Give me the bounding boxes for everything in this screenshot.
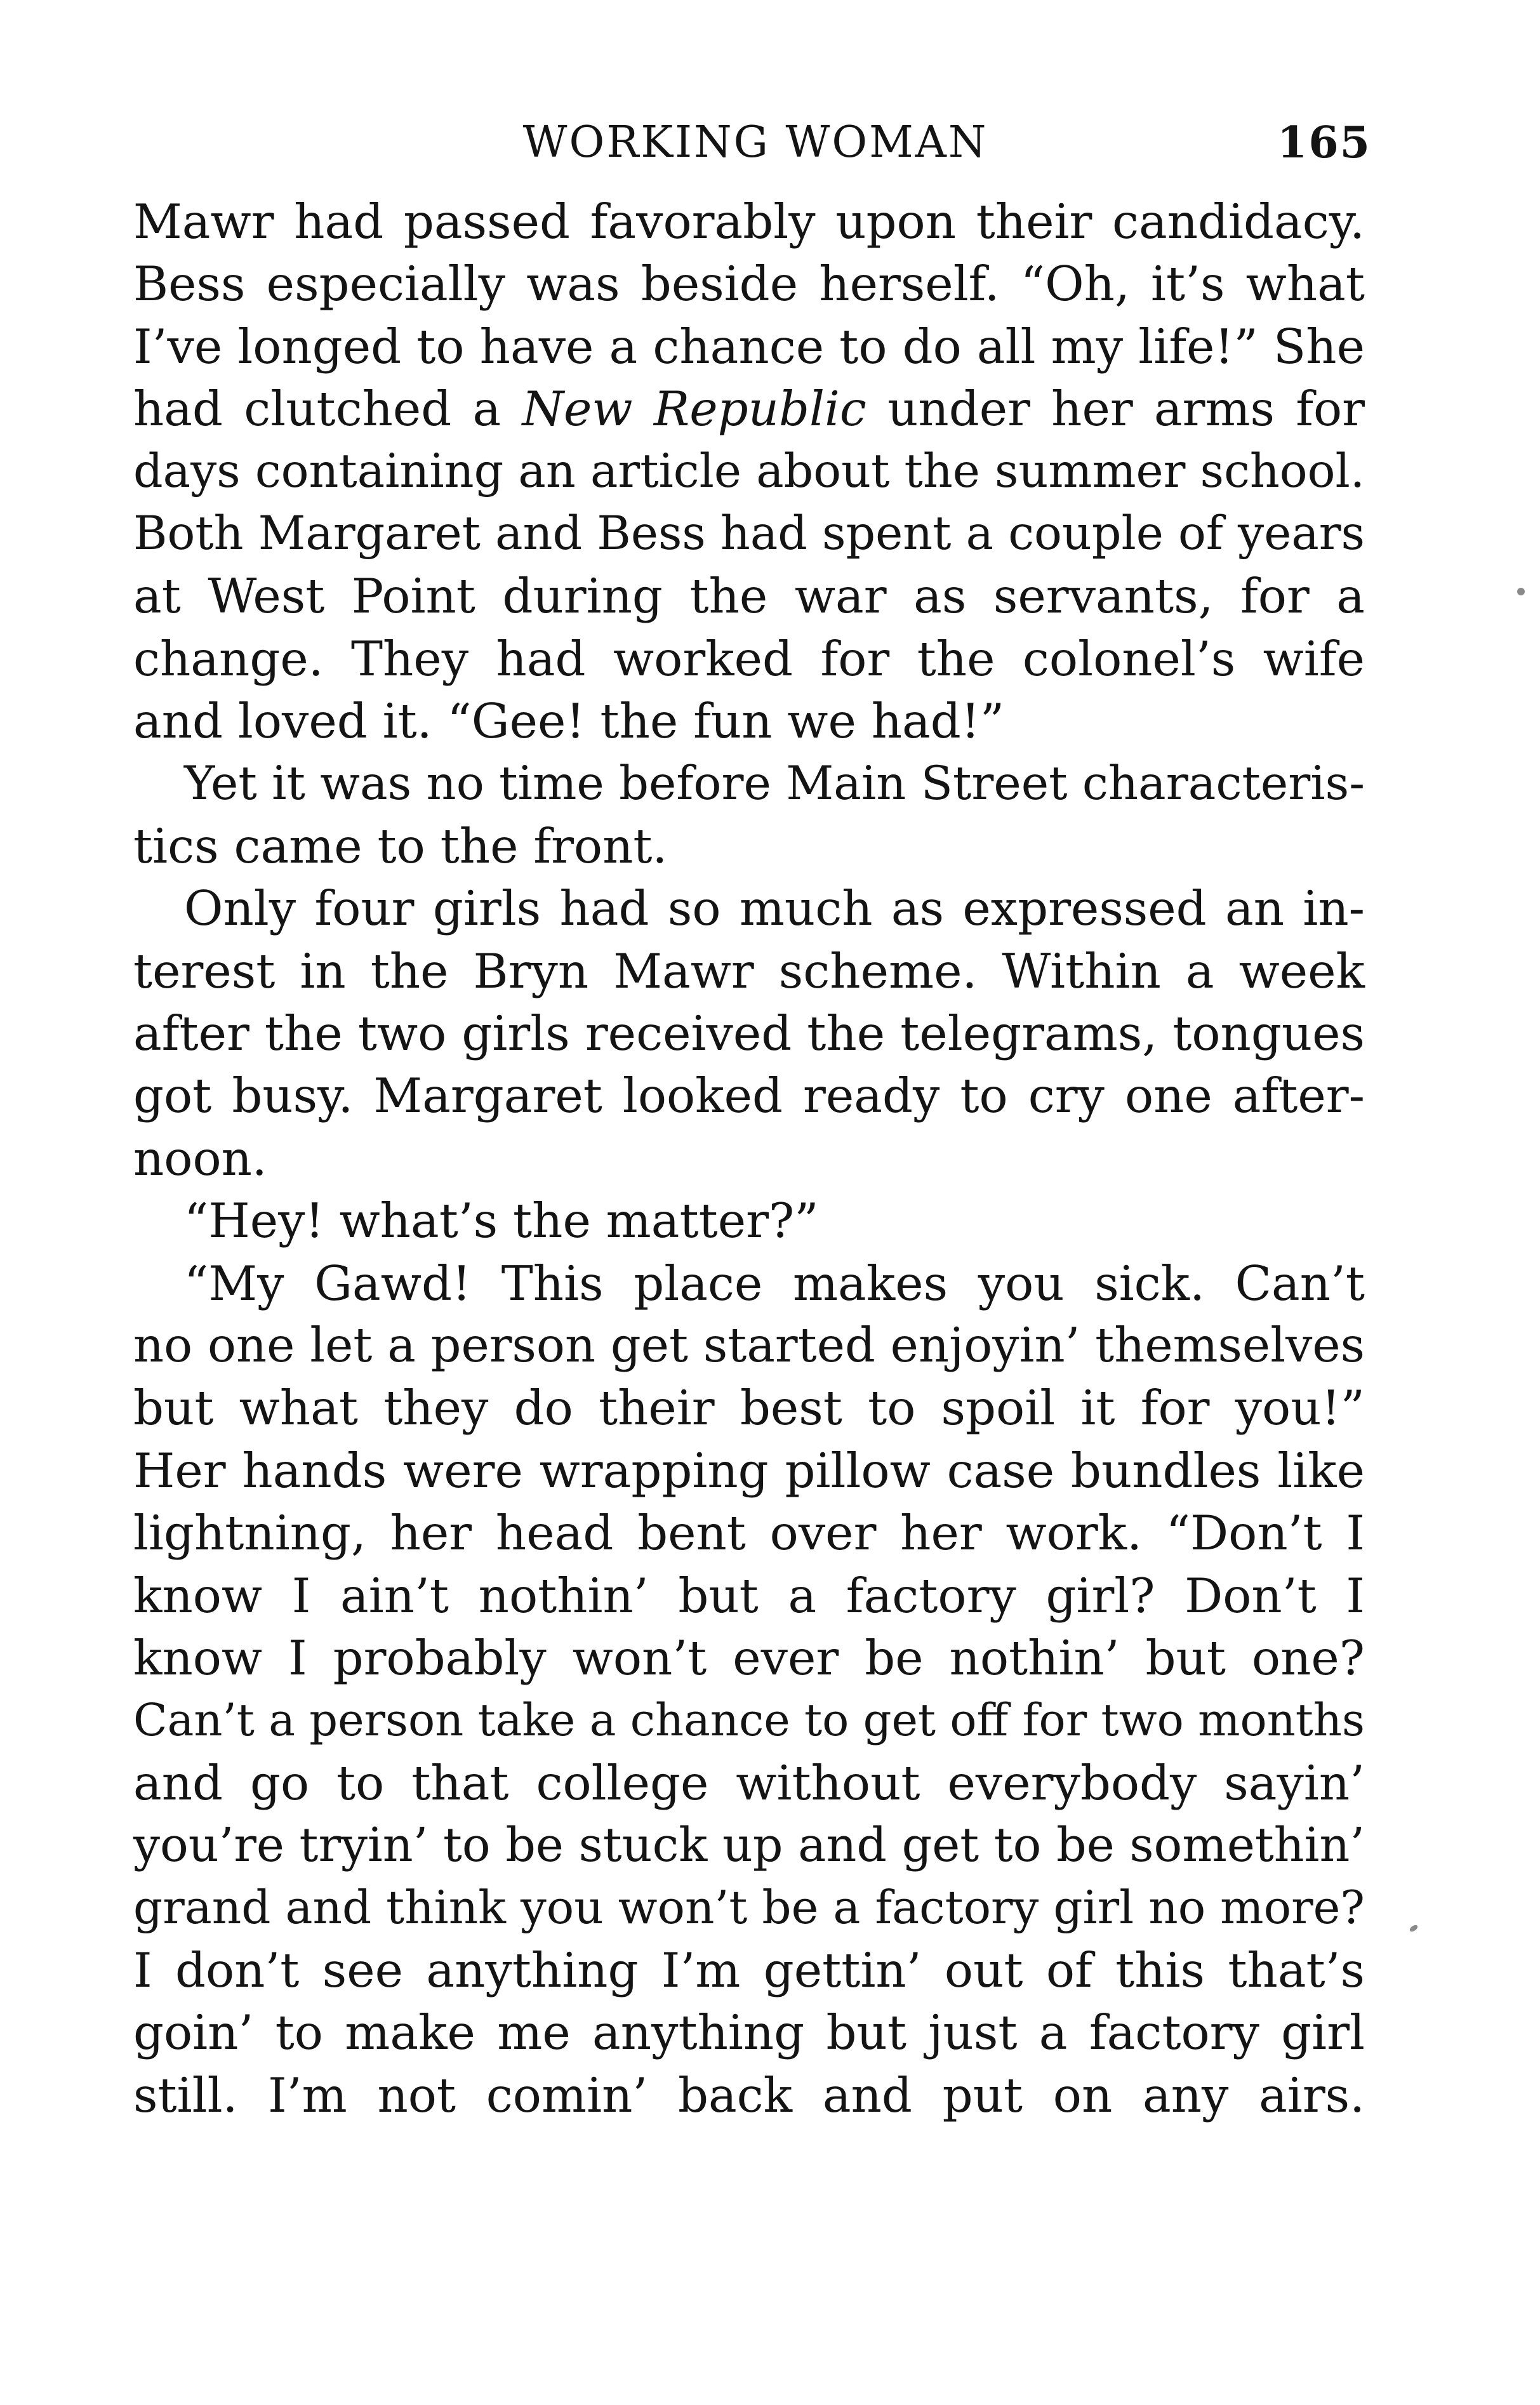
text-line: got busy. Margaret looked ready to cry one after-	[133, 1068, 1365, 1124]
text-line: grand and think you won’t be a factory girl no more?	[133, 1881, 1365, 1935]
text-line: terest in the Bryn Mawr scheme. Within a week	[133, 943, 1365, 999]
print-speck	[1409, 1924, 1419, 1933]
text-line: Bess especially was beside herself. “Oh, it’s what	[133, 256, 1365, 312]
body-text	[133, 190, 1365, 2126]
text-line: and loved it. “Gee! the fun we had!”	[133, 693, 1005, 750]
print-speck	[1517, 588, 1525, 595]
text-line: Both Margaret and Bess had spent a couple of years	[133, 506, 1365, 560]
text-line: Can’t a person take a chance to get off for two months	[133, 1694, 1365, 1747]
text-line: Yet it was no time before Main Street characteris-	[184, 756, 1365, 811]
text-line: I don’t see anything I’m gettin’ out of this that’s	[133, 1942, 1365, 1998]
text-line: change. They had worked for the colonel’s wife	[133, 630, 1365, 687]
text-line: after the two girls received the telegrams, tongues	[133, 1005, 1365, 1062]
text-line	[133, 378, 1365, 440]
text-line: I’ve longed to have a chance to do all my life!” She	[133, 318, 1365, 374]
text-line: Her hands were wrapping pillow case bundles like	[133, 1442, 1365, 1499]
text-line: noon.	[133, 1130, 267, 1186]
text-run: had clutched a	[133, 381, 522, 437]
text-line: but what they do their best to spoil it for you!”	[133, 1380, 1365, 1436]
text-line: and go to that college without everybody sayin’	[133, 1754, 1365, 1811]
text-line: know I ain’t nothin’ but a factory girl? Don’t I	[133, 1567, 1365, 1624]
text-line: you’re tryin’ to be stuck up and get to be somethin’	[133, 1817, 1365, 1873]
text-line: tics came to the front.	[133, 818, 668, 874]
text-line: “My Gawd! This place makes you sick. Can’t	[184, 1255, 1365, 1311]
text-line: “Hey! what’s the matter?”	[184, 1193, 819, 1249]
text-line: no one let a person get started enjoyin’ themselves	[133, 1318, 1365, 1374]
page-number: 165	[1277, 117, 1371, 168]
running-title: WORKING WOMAN	[522, 117, 988, 168]
text-line: days containing an article about the summer school.	[133, 444, 1365, 498]
italic-title: New Republic	[522, 381, 866, 437]
text-line: Mawr had passed favorably upon their candidacy.	[133, 194, 1365, 249]
text-run: under her arms for	[866, 381, 1365, 437]
text-line: lightning, her head bent over her work. “Don’t I	[133, 1505, 1365, 1561]
text-line: know I probably won’t ever be nothin’ but one?	[133, 1629, 1365, 1686]
text-line: Only four girls had so much as expressed an in-	[184, 880, 1365, 937]
text-line: goin’ to make me anything but just a factory girl	[133, 2004, 1365, 2061]
text-line: at West Point during the war as servants, for a	[133, 568, 1365, 625]
running-head	[133, 108, 1371, 178]
text-line: still. I’m not comin’ back and put on any airs.	[133, 2067, 1365, 2123]
